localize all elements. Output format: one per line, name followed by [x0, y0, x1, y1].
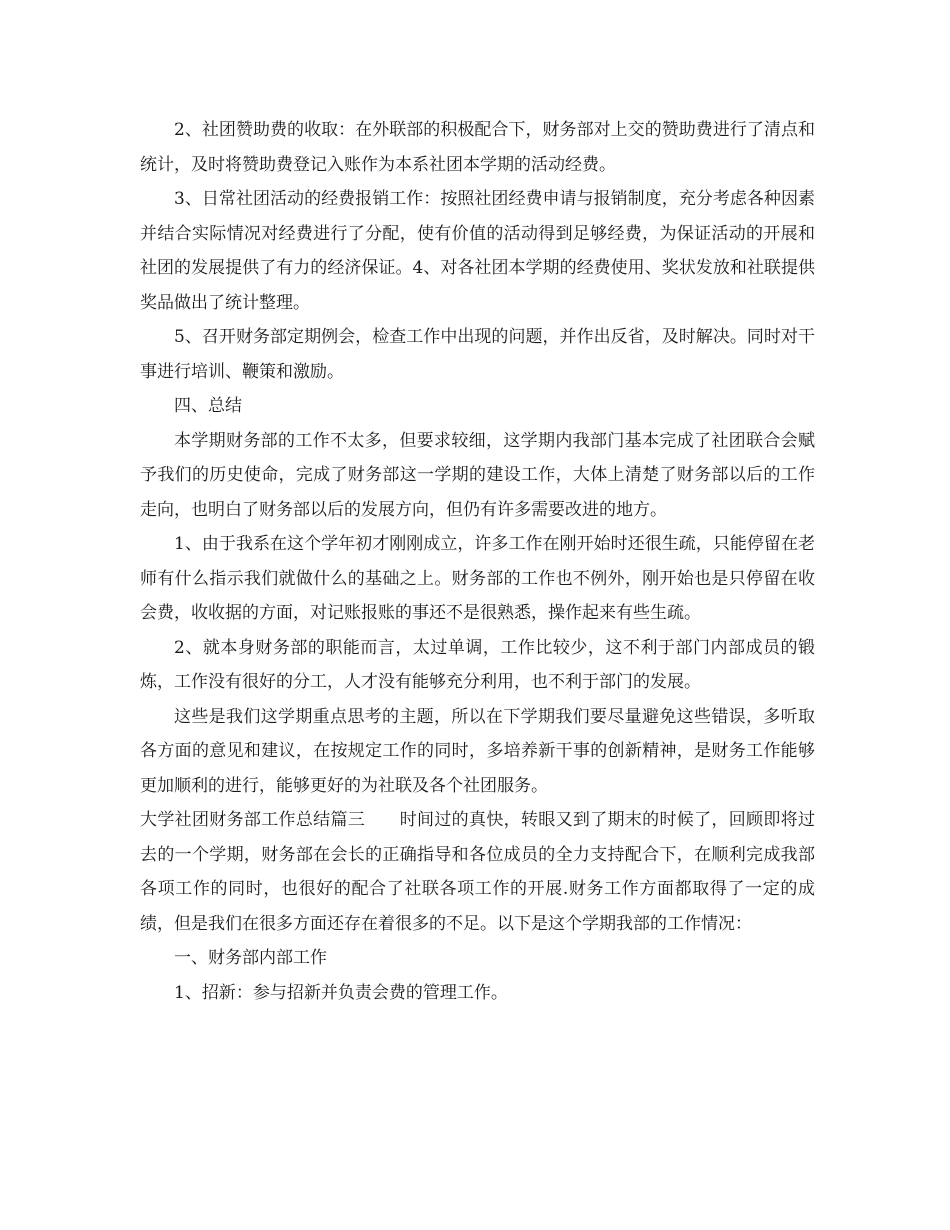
paragraph-summary-reflection: 这些是我们这学期重点思考的主题，所以在下学期我们要尽量避免这些错误，多听取各方面的意见和建议，在按规定工作的同时，多培养新干事的创新精神，是财务工作能够更加顺利的进行，能够更好的为社联及各个社团服务。 [140, 706, 815, 796]
paragraph-expense-reimbursement: 3、日常社团活动的经费报销工作：按照社团经费申请与报销制度，充分考虑各种因素并结合实际情况对经费进行了分配，使有价值的活动得到足够经费，为保证活动的开展和社团的发展提供了有力的经济保证。4、对各社团本学期的经费使用、奖状发放和社联提供奖品做出了统计整理。 [140, 189, 815, 313]
section-heading-summary: 四、总结 [174, 396, 242, 416]
paragraph-recruitment: 1、招新：参与招新并负责会费的管理工作。 [174, 982, 508, 1003]
paragraph-sponsorship-fee: 2、社团赞助费的收取：在外联部的积极配合下，财务部对上交的赞助费进行了清点和统计，及时将赞助费登记入账作为本系社团本学期的活动经费。 [140, 120, 815, 175]
section-heading-internal-work: 一、财务部内部工作 [174, 948, 327, 968]
paragraph-summary-intro: 本学期财务部的工作不太多，但要求较细，这学期内我部门基本完成了社团联合会赋予我们的历史使命，完成了财务部这一学期的建设工作，大体上清楚了财务部以后的工作走向，也明白了财务部以后的发展方向，但仍有许多需要改进的地方。 [140, 430, 815, 520]
paragraph-summary-point-2: 2、就本身财务部的职能而言，太过单调，工作比较少，这不利于部门内部成员的锻炼，工作没有很好的分工，人才没有能够充分利用，也不利于部门的发展。 [140, 637, 815, 692]
document-body [140, 113, 815, 1010]
paragraph-article-three-intro: 大学社团财务部工作总结篇三 时间过的真快，转眼又到了期末的时候了，回顾即将过去的一个学期，财务部在会长的正确指导和各位成员的全力支持配合下，在顺利完成我部各项工作的同时，也很好的配合了社联各项工作的开展.财务工作方面都取得了一定的成绩，但是我们在很多方面还存在着很多的不足。以下是这个学期我部的工作情况： [140, 810, 815, 934]
paragraph-regular-meeting: 5、召开财务部定期例会，检查工作中出现的问题，并作出反省，及时解决。同时对干事进行培训、鞭策和激励。 [140, 327, 815, 382]
paragraph-summary-point-1: 1、由于我系在这个学年初才刚刚成立，许多工作在刚开始时还很生疏，只能停留在老师有什么指示我们就做什么的基础之上。财务部的工作也不例外，刚开始也是只停留在收会费，收收据的方面，对记账报账的事还不是很熟悉，操作起来有些生疏。 [140, 534, 815, 623]
